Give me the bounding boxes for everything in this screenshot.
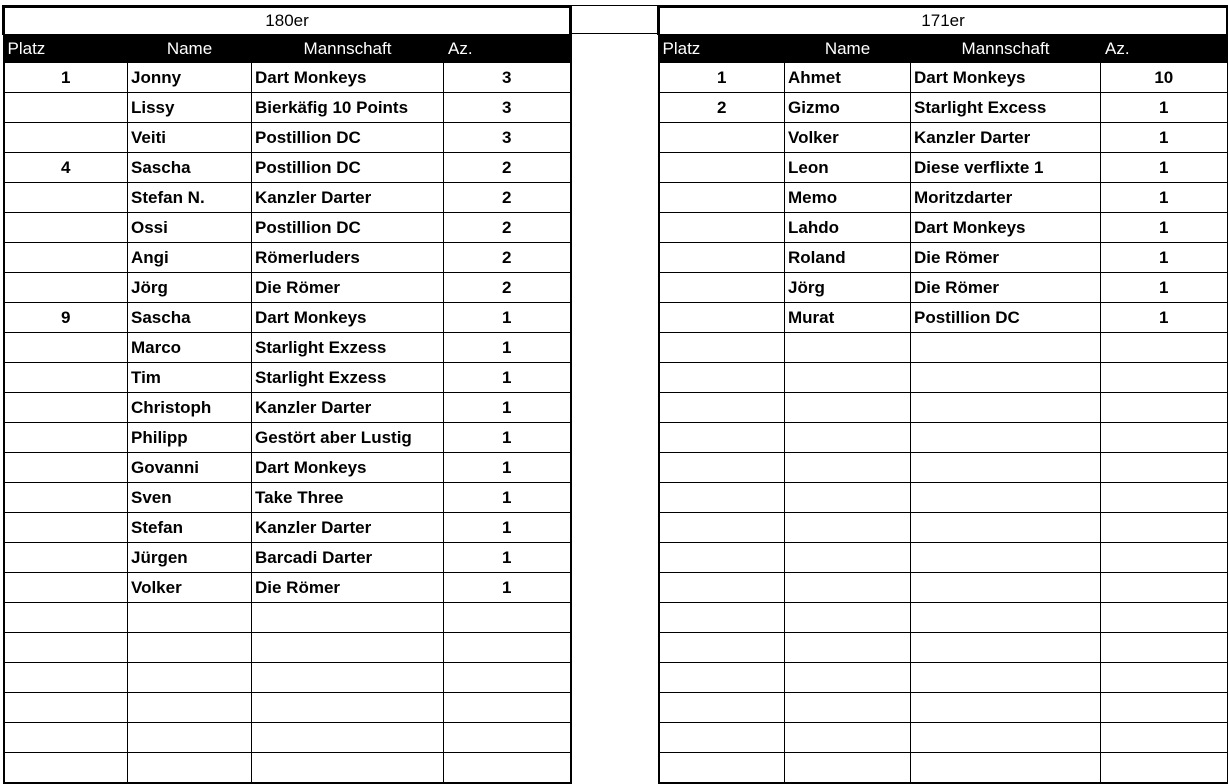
- cell-platz: [4, 333, 128, 363]
- cell-platz: [659, 243, 785, 273]
- cell-az: 1: [1101, 213, 1228, 243]
- column-header-mannschaft: Mannschaft: [911, 35, 1101, 63]
- cell-name: Jörg: [785, 273, 911, 303]
- cell-mannschaft: [911, 423, 1101, 453]
- table-row: [659, 63, 1228, 93]
- cell-az: 3: [444, 63, 571, 93]
- table-row: [4, 453, 571, 483]
- cell-platz: [4, 663, 128, 693]
- table-row: [659, 543, 1228, 573]
- cell-mannschaft: [252, 633, 444, 663]
- cell-name: [128, 663, 252, 693]
- cell-name: [128, 633, 252, 663]
- cell-name: Sven: [128, 483, 252, 513]
- table-body: [659, 63, 1228, 784]
- table-row: [4, 303, 571, 333]
- cell-mannschaft: Dart Monkeys: [252, 453, 444, 483]
- cell-az: 1: [1101, 303, 1228, 333]
- cell-az: 1: [444, 393, 571, 423]
- cell-name: Gizmo: [785, 93, 911, 123]
- table-row: [4, 363, 571, 393]
- cell-name: Philipp: [128, 423, 252, 453]
- cell-name: [785, 393, 911, 423]
- cell-name: [785, 693, 911, 723]
- cell-mannschaft: [252, 723, 444, 753]
- cell-az: 2: [444, 183, 571, 213]
- cell-name: Jörg: [128, 273, 252, 303]
- cell-name: Leon: [785, 153, 911, 183]
- cell-az: [1101, 423, 1228, 453]
- cell-platz: [4, 633, 128, 663]
- cell-name: [785, 603, 911, 633]
- cell-az: [444, 633, 571, 663]
- cell-platz: [4, 513, 128, 543]
- cell-platz: [659, 303, 785, 333]
- cell-mannschaft: [911, 453, 1101, 483]
- cell-az: [1101, 483, 1228, 513]
- cell-name: [128, 753, 252, 784]
- table-row: [659, 363, 1228, 393]
- table-title: 171er: [659, 7, 1228, 35]
- cell-name: Angi: [128, 243, 252, 273]
- cell-name: Ahmet: [785, 63, 911, 93]
- column-header-platz: Platz: [4, 35, 128, 63]
- cell-mannschaft: [911, 513, 1101, 543]
- cell-platz: [659, 273, 785, 303]
- table-row: [659, 633, 1228, 663]
- table-row: [659, 243, 1228, 273]
- table-row: [4, 573, 571, 603]
- cell-platz: [4, 363, 128, 393]
- cell-platz: [659, 333, 785, 363]
- cell-mannschaft: Dart Monkeys: [911, 63, 1101, 93]
- cell-az: 1: [444, 513, 571, 543]
- cell-az: [1101, 513, 1228, 543]
- cell-mannschaft: [911, 333, 1101, 363]
- cell-az: 1: [444, 303, 571, 333]
- cell-mannschaft: Starlight Exzess: [252, 363, 444, 393]
- table-row: [4, 213, 571, 243]
- cell-mannschaft: Diese verflixte 1: [911, 153, 1101, 183]
- cell-platz: [4, 93, 128, 123]
- cell-mannschaft: Die Römer: [252, 273, 444, 303]
- table-row: [4, 153, 571, 183]
- table-row: [659, 153, 1228, 183]
- cell-mannschaft: Die Römer: [911, 243, 1101, 273]
- cell-name: Volker: [128, 573, 252, 603]
- cell-az: 3: [444, 123, 571, 153]
- cell-mannschaft: Moritzdarter: [911, 183, 1101, 213]
- column-header-az: Az.: [1101, 35, 1228, 63]
- table-row: [4, 663, 571, 693]
- cell-mannschaft: [252, 693, 444, 723]
- table-row: [4, 753, 571, 784]
- cell-az: 1: [444, 423, 571, 453]
- table-row: [4, 93, 571, 123]
- cell-mannschaft: Take Three: [252, 483, 444, 513]
- table-row: [4, 543, 571, 573]
- cell-name: [785, 573, 911, 603]
- cell-az: 2: [444, 243, 571, 273]
- table-row: [4, 603, 571, 633]
- cell-mannschaft: [911, 693, 1101, 723]
- cell-name: [128, 723, 252, 753]
- cell-name: [128, 693, 252, 723]
- cell-mannschaft: [252, 753, 444, 784]
- table-row: [659, 273, 1228, 303]
- cell-name: Memo: [785, 183, 911, 213]
- table-title: 180er: [4, 7, 571, 35]
- table-row: [4, 423, 571, 453]
- column-header-platz: Platz: [659, 35, 785, 63]
- table-row: [4, 243, 571, 273]
- cell-name: Lahdo: [785, 213, 911, 243]
- table-body: [4, 63, 571, 784]
- cell-platz: [659, 393, 785, 423]
- cell-platz: 1: [4, 63, 128, 93]
- cell-platz: [4, 123, 128, 153]
- cell-platz: [659, 123, 785, 153]
- table-row: [659, 183, 1228, 213]
- cell-name: Ossi: [128, 213, 252, 243]
- cell-platz: [659, 633, 785, 663]
- cell-platz: 2: [659, 93, 785, 123]
- cell-name: Sascha: [128, 303, 252, 333]
- cell-mannschaft: Kanzler Darter: [252, 393, 444, 423]
- table-row: [4, 633, 571, 663]
- cell-az: 1: [444, 543, 571, 573]
- cell-mannschaft: Starlight Excess: [911, 93, 1101, 123]
- cell-az: [444, 753, 571, 784]
- cell-mannschaft: Dart Monkeys: [252, 303, 444, 333]
- column-header-mannschaft: Mannschaft: [252, 35, 444, 63]
- cell-name: Jürgen: [128, 543, 252, 573]
- cell-platz: [4, 573, 128, 603]
- cell-platz: 4: [4, 153, 128, 183]
- cell-az: 1: [1101, 93, 1228, 123]
- cell-platz: [659, 753, 785, 784]
- cell-mannschaft: Die Römer: [911, 273, 1101, 303]
- cell-name: Tim: [128, 363, 252, 393]
- cell-mannschaft: [911, 363, 1101, 393]
- cell-platz: 1: [659, 63, 785, 93]
- table-row: [659, 213, 1228, 243]
- cell-platz: [4, 753, 128, 784]
- cell-az: [444, 663, 571, 693]
- spacer-cell: [569, 5, 657, 34]
- cell-platz: [4, 393, 128, 423]
- table-row: [4, 483, 571, 513]
- cell-platz: [4, 273, 128, 303]
- cell-platz: [659, 363, 785, 393]
- cell-mannschaft: Postillion DC: [252, 153, 444, 183]
- table-row: [659, 333, 1228, 363]
- cell-az: 2: [444, 273, 571, 303]
- cell-mannschaft: Römerluders: [252, 243, 444, 273]
- table-row: [659, 603, 1228, 633]
- table-row: [659, 573, 1228, 603]
- table-row: [659, 723, 1228, 753]
- cell-az: 10: [1101, 63, 1228, 93]
- cell-platz: [659, 483, 785, 513]
- cell-mannschaft: Bierkäfig 10 Points: [252, 93, 444, 123]
- cell-name: [785, 513, 911, 543]
- table-row: [659, 423, 1228, 453]
- cell-az: [1101, 723, 1228, 753]
- cell-az: 3: [444, 93, 571, 123]
- cell-az: [1101, 453, 1228, 483]
- cell-mannschaft: [911, 483, 1101, 513]
- cell-platz: [659, 603, 785, 633]
- table-row: [659, 513, 1228, 543]
- table-row: [4, 273, 571, 303]
- table-row: [4, 723, 571, 753]
- cell-platz: [659, 573, 785, 603]
- table-171er: [657, 5, 1228, 784]
- cell-az: [1101, 393, 1228, 423]
- cell-name: [785, 543, 911, 573]
- cell-az: [444, 693, 571, 723]
- cell-platz: [659, 453, 785, 483]
- cell-az: [1101, 753, 1228, 784]
- cell-name: [785, 663, 911, 693]
- cell-az: [1101, 543, 1228, 573]
- cell-az: [1101, 663, 1228, 693]
- cell-az: 2: [444, 213, 571, 243]
- cell-mannschaft: Dart Monkeys: [252, 63, 444, 93]
- cell-az: [1101, 633, 1228, 663]
- cell-platz: [659, 693, 785, 723]
- cell-platz: [4, 723, 128, 753]
- table-row: [659, 693, 1228, 723]
- cell-name: Christoph: [128, 393, 252, 423]
- cell-name: Veiti: [128, 123, 252, 153]
- cell-name: [128, 603, 252, 633]
- cell-az: 1: [444, 483, 571, 513]
- cell-az: 1: [1101, 123, 1228, 153]
- cell-platz: [659, 213, 785, 243]
- cell-name: [785, 423, 911, 453]
- column-header-az: Az.: [444, 35, 571, 63]
- cell-mannschaft: [252, 663, 444, 693]
- cell-name: [785, 633, 911, 663]
- cell-mannschaft: Dart Monkeys: [911, 213, 1101, 243]
- cell-platz: [4, 213, 128, 243]
- cell-name: Jonny: [128, 63, 252, 93]
- cell-name: Govanni: [128, 453, 252, 483]
- cell-az: [1101, 603, 1228, 633]
- cell-az: [444, 603, 571, 633]
- cell-name: [785, 333, 911, 363]
- table-row: [4, 513, 571, 543]
- table-180er: [2, 5, 572, 784]
- column-header-name: Name: [785, 35, 911, 63]
- cell-mannschaft: Kanzler Darter: [252, 513, 444, 543]
- table-row: [4, 123, 571, 153]
- cell-platz: [4, 603, 128, 633]
- table-row: [659, 483, 1228, 513]
- cell-mannschaft: Postillion DC: [252, 213, 444, 243]
- cell-platz: [4, 453, 128, 483]
- cell-mannschaft: [911, 663, 1101, 693]
- cell-platz: [4, 483, 128, 513]
- cell-az: [1101, 333, 1228, 363]
- cell-mannschaft: [911, 393, 1101, 423]
- cell-az: [444, 723, 571, 753]
- cell-name: [785, 453, 911, 483]
- cell-mannschaft: Kanzler Darter: [252, 183, 444, 213]
- cell-platz: [659, 153, 785, 183]
- cell-az: 1: [444, 573, 571, 603]
- column-header-name: Name: [128, 35, 252, 63]
- cell-az: [1101, 693, 1228, 723]
- cell-mannschaft: [911, 603, 1101, 633]
- cell-name: Volker: [785, 123, 911, 153]
- cell-mannschaft: Barcadi Darter: [252, 543, 444, 573]
- table-row: [659, 123, 1228, 153]
- cell-platz: [659, 183, 785, 213]
- cell-platz: [4, 543, 128, 573]
- cell-name: [785, 363, 911, 393]
- cell-az: 1: [1101, 243, 1228, 273]
- table-row: [659, 393, 1228, 423]
- cell-mannschaft: Die Römer: [252, 573, 444, 603]
- cell-platz: [4, 693, 128, 723]
- cell-platz: [4, 243, 128, 273]
- cell-name: Lissy: [128, 93, 252, 123]
- cell-mannschaft: [911, 633, 1101, 663]
- table-row: [659, 93, 1228, 123]
- cell-name: [785, 723, 911, 753]
- cell-mannschaft: [911, 543, 1101, 573]
- cell-platz: [4, 423, 128, 453]
- cell-az: 1: [444, 453, 571, 483]
- cell-az: [1101, 573, 1228, 603]
- cell-mannschaft: [911, 753, 1101, 784]
- cell-mannschaft: Postillion DC: [252, 123, 444, 153]
- cell-name: Stefan: [128, 513, 252, 543]
- cell-name: Murat: [785, 303, 911, 333]
- cell-platz: [4, 183, 128, 213]
- cell-platz: [659, 513, 785, 543]
- table-row: [4, 393, 571, 423]
- cell-mannschaft: Kanzler Darter: [911, 123, 1101, 153]
- cell-mannschaft: [252, 603, 444, 633]
- cell-az: 1: [444, 363, 571, 393]
- cell-mannschaft: [911, 723, 1101, 753]
- cell-mannschaft: Postillion DC: [911, 303, 1101, 333]
- table-row: [659, 753, 1228, 784]
- table-row: [659, 663, 1228, 693]
- cell-mannschaft: Gestört aber Lustig: [252, 423, 444, 453]
- cell-az: 1: [1101, 273, 1228, 303]
- cell-platz: [659, 723, 785, 753]
- cell-mannschaft: Starlight Exzess: [252, 333, 444, 363]
- cell-name: Marco: [128, 333, 252, 363]
- cell-platz: 9: [4, 303, 128, 333]
- table-row: [4, 183, 571, 213]
- cell-platz: [659, 543, 785, 573]
- cell-az: 2: [444, 153, 571, 183]
- table-row: [4, 333, 571, 363]
- table-row: [4, 63, 571, 93]
- cell-az: [1101, 363, 1228, 393]
- cell-az: 1: [1101, 153, 1228, 183]
- table-row: [4, 693, 571, 723]
- table-row: [659, 303, 1228, 333]
- cell-name: Stefan N.: [128, 183, 252, 213]
- cell-name: [785, 753, 911, 784]
- cell-az: 1: [444, 333, 571, 363]
- cell-mannschaft: [911, 573, 1101, 603]
- cell-platz: [659, 423, 785, 453]
- cell-name: Roland: [785, 243, 911, 273]
- cell-name: [785, 483, 911, 513]
- cell-az: 1: [1101, 183, 1228, 213]
- table-row: [659, 453, 1228, 483]
- cell-platz: [659, 663, 785, 693]
- cell-name: Sascha: [128, 153, 252, 183]
